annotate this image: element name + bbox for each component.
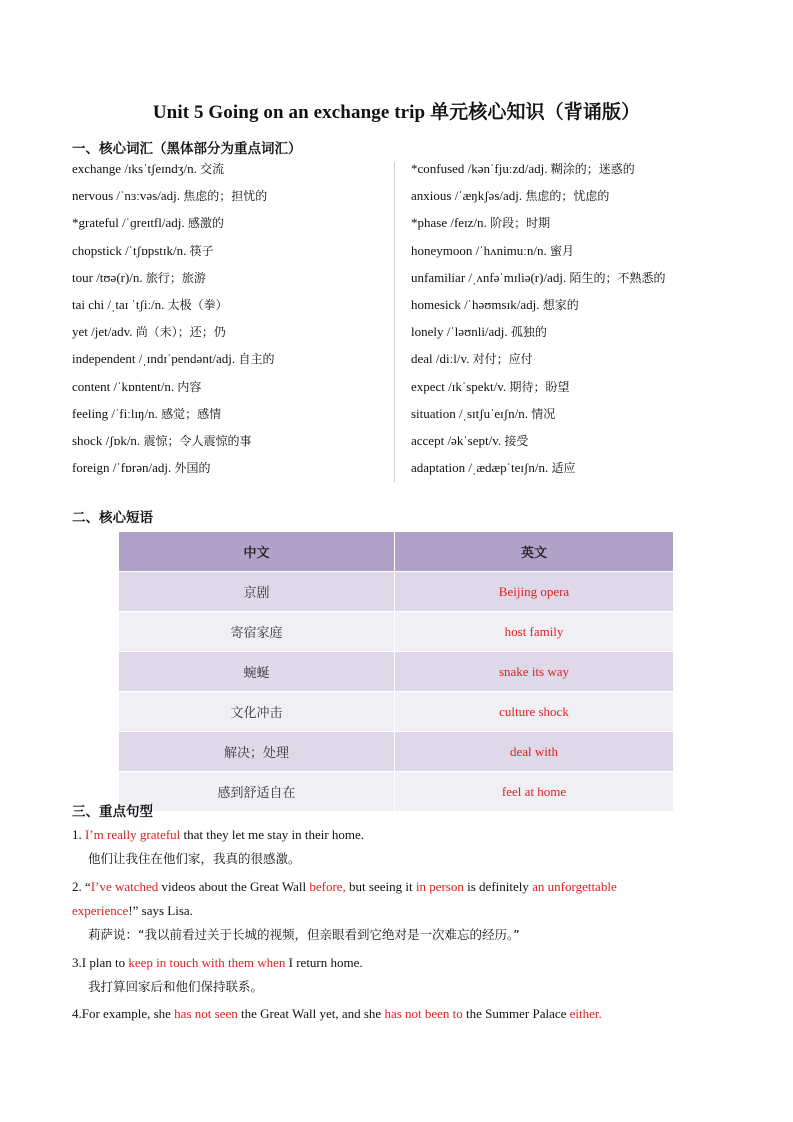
phrase-chinese: 感到舒适自在 — [119, 772, 395, 812]
vocab-meaning: 想家的 — [542, 298, 579, 312]
vocab-word: feeling /ˈfiːlɪŋ/n. — [72, 405, 158, 421]
phrase-english: culture shock — [395, 692, 674, 732]
vocab-item — [411, 323, 547, 341]
sentence-text: is definitely — [463, 879, 533, 894]
section-heading-phrases: 二、核心短语 — [72, 510, 153, 526]
sentence-text: I return home. — [285, 955, 363, 970]
vocab-word: situation /ˌsɪtʃuˈeɪʃn/n. — [411, 405, 528, 421]
vocab-word: adaptation /ˌædæpˈteɪʃn/n. — [411, 460, 549, 476]
vocab-meaning: 孤独的 — [510, 325, 547, 340]
sentence-text: 3.I plan to — [72, 955, 129, 970]
vocab-word: shock /ʃɒk/n. — [72, 433, 141, 448]
vocab-item — [411, 214, 550, 232]
vocab-word: expect /ɪkˈspekt/v. — [411, 378, 507, 394]
sentence-1 — [72, 826, 364, 844]
vocab-item — [411, 405, 555, 423]
vocab-word: anxious /ˈæŋkʃəs/adj. — [411, 188, 523, 204]
sentence-2-translation: 莉萨说：“我以前看过关于长城的视频，但亲眼看到它绝对是一次难忘的经历。” — [88, 927, 520, 942]
vocab-meaning: 筷子 — [189, 243, 214, 258]
vocab-item — [411, 296, 579, 314]
vocab-item — [72, 296, 228, 314]
phrase-table — [119, 532, 674, 811]
vocab-word: accept /əkˈsept/v. — [411, 433, 502, 448]
sentence-text: the Great Wall yet, and she — [237, 1006, 385, 1021]
vocab-word: tai chi /ˌtaɪ ˈtʃiː/n. — [72, 297, 165, 312]
vocab-meaning: 期待；盼望 — [509, 379, 570, 394]
vocab-meaning: 内容 — [177, 379, 202, 394]
vocab-item — [72, 242, 214, 260]
phrase-chinese: 文化冲击 — [119, 692, 395, 732]
vocab-word: exchange /ɪksˈtʃeɪndʒ/n. — [72, 161, 197, 176]
vocab-word: homesick /ˈhəʊmsɪk/adj. — [411, 297, 540, 312]
vocab-meaning: 对付；应付 — [472, 352, 533, 367]
vocab-meaning: 交流 — [200, 162, 225, 176]
phrase-english: host family — [395, 612, 674, 652]
sentence-text: !” says Lisa. — [128, 903, 193, 918]
vocab-item — [72, 432, 251, 450]
key-phrase: before, — [309, 879, 346, 894]
vocab-word: deal /diːl/v. — [411, 351, 470, 367]
phrase-chinese: 寄宿家庭 — [119, 612, 395, 652]
vocab-item — [411, 350, 533, 368]
vocab-word: lonely /ˈləʊnli/adj. — [411, 324, 508, 340]
vocab-word: independent /ˌɪndɪˈpendənt/adj. — [72, 351, 236, 367]
page-title: Unit 5 Going on an exchange trip 单元核心知识（背诵版） — [152, 102, 641, 123]
sentence-text: 4.For example, she — [72, 1006, 175, 1021]
key-phrase: an unforgettable — [532, 879, 617, 894]
vocab-item — [72, 214, 224, 232]
vocab-word: tour /tʊə(r)/n. — [72, 269, 143, 285]
section-heading-sentences: 三、重点句型 — [72, 804, 153, 820]
vocab-word: yet /jet/adv. — [72, 324, 133, 340]
sentence-1-translation: 他们让我住在他们家，我真的很感激。 — [88, 851, 301, 866]
table-row — [119, 612, 674, 652]
vocab-word: honeymoon /ˈhʌnimuːn/n. — [411, 242, 547, 258]
vocab-item — [411, 269, 665, 287]
table-row — [119, 572, 674, 612]
table-header-row — [119, 532, 674, 572]
header-english: 英文 — [395, 532, 674, 572]
phrase-english: Beijing opera — [395, 572, 674, 612]
vocab-meaning: 糊涂的；迷惑的 — [550, 162, 635, 176]
sentence-text: but seeing it — [345, 879, 416, 894]
vocab-meaning: 情况 — [531, 406, 556, 421]
vocab-list — [72, 160, 722, 484]
sentence-text: that they let me stay in their home. — [180, 827, 365, 842]
table-row — [119, 652, 674, 692]
key-phrase: keep in touch with them when — [128, 955, 286, 970]
sentence-number: 1. — [72, 827, 85, 842]
vocab-meaning: 尚（未）；还；仍 — [135, 325, 226, 340]
vocab-meaning: 震惊；令人震惊的事 — [143, 434, 252, 448]
vocab-item — [411, 242, 574, 260]
vocab-meaning: 陌生的；不熟悉的 — [569, 270, 666, 285]
vocab-word: unfamiliar /ˌʌnfəˈmɪliə(r)/adj. — [411, 269, 567, 285]
key-phrase: has not seen — [174, 1006, 238, 1021]
column-divider — [394, 162, 395, 482]
sentence-4 — [72, 1005, 602, 1023]
key-phrase: either. — [569, 1006, 602, 1021]
phrase-english: snake its way — [395, 652, 674, 692]
vocab-word: *confused /kənˈfjuːzd/adj. — [411, 161, 548, 176]
vocab-meaning: 外国的 — [174, 461, 211, 476]
vocab-meaning: 感觉；感情 — [161, 406, 222, 421]
vocab-item — [72, 323, 226, 341]
section-heading-vocab: 一、核心词汇（黑体部分为重点词汇） — [72, 141, 302, 157]
sentence-text: videos about the Great Wall — [158, 879, 310, 894]
phrase-chinese: 解决；处理 — [119, 732, 395, 772]
vocab-item — [411, 432, 528, 450]
table-row — [119, 692, 674, 732]
table-row — [119, 772, 674, 812]
vocab-word: nervous /ˈnɜːvəs/adj. — [72, 188, 180, 204]
phrase-chinese: 京剧 — [119, 572, 395, 612]
sentence-3 — [72, 954, 363, 972]
phrase-english: deal with — [395, 732, 674, 772]
vocab-meaning: 太极（拳） — [167, 298, 228, 312]
vocab-item — [411, 160, 635, 178]
vocab-word: *phase /feɪz/n. — [411, 215, 487, 231]
vocab-meaning: 自主的 — [238, 352, 275, 367]
vocab-word: foreign /ˈfɒrən/adj. — [72, 460, 172, 476]
vocab-meaning: 接受 — [504, 434, 529, 448]
key-phrase: experience — [72, 903, 129, 918]
vocab-word: content /ˈkɒntent/n. — [72, 378, 175, 394]
vocab-item — [72, 405, 221, 423]
vocab-meaning: 阶段；时期 — [490, 216, 551, 231]
vocab-word: chopstick /ˈtʃɒpstɪk/n. — [72, 242, 187, 258]
key-phrase: I’ve watched — [90, 879, 159, 894]
vocab-item — [72, 378, 201, 396]
sentence-text: 2. “ — [72, 879, 91, 894]
sentence-text: the Summer Palace — [462, 1006, 570, 1021]
vocab-meaning: 感激的 — [187, 216, 224, 231]
vocab-word: *grateful /ˈɡreɪtfl/adj. — [72, 215, 185, 231]
vocab-item — [411, 187, 609, 205]
vocab-item — [411, 459, 575, 477]
vocab-item — [72, 459, 210, 477]
key-phrase: in person — [415, 879, 464, 894]
sentence-2-continued — [72, 902, 193, 920]
vocab-meaning: 旅行；旅游 — [145, 270, 206, 285]
vocab-item — [72, 187, 267, 205]
vocab-item — [411, 378, 569, 396]
phrase-english: feel at home — [395, 772, 674, 812]
vocab-meaning: 适应 — [551, 461, 576, 476]
vocab-item — [72, 350, 274, 368]
sentence-3-translation: 我打算回家后和他们保持联系。 — [88, 979, 264, 994]
key-phrase: I’m really grateful — [85, 827, 181, 842]
key-phrase: has not been to — [384, 1006, 463, 1021]
sentence-2 — [72, 878, 617, 896]
header-chinese: 中文 — [119, 532, 395, 572]
table-row — [119, 732, 674, 772]
phrase-chinese: 蜿蜒 — [119, 652, 395, 692]
vocab-meaning: 蜜月 — [550, 243, 575, 258]
vocab-item — [72, 160, 224, 178]
vocab-meaning: 焦虑的；忧虑的 — [525, 189, 610, 204]
vocab-item — [72, 269, 206, 287]
vocab-meaning: 焦虑的；担忧的 — [183, 189, 268, 204]
